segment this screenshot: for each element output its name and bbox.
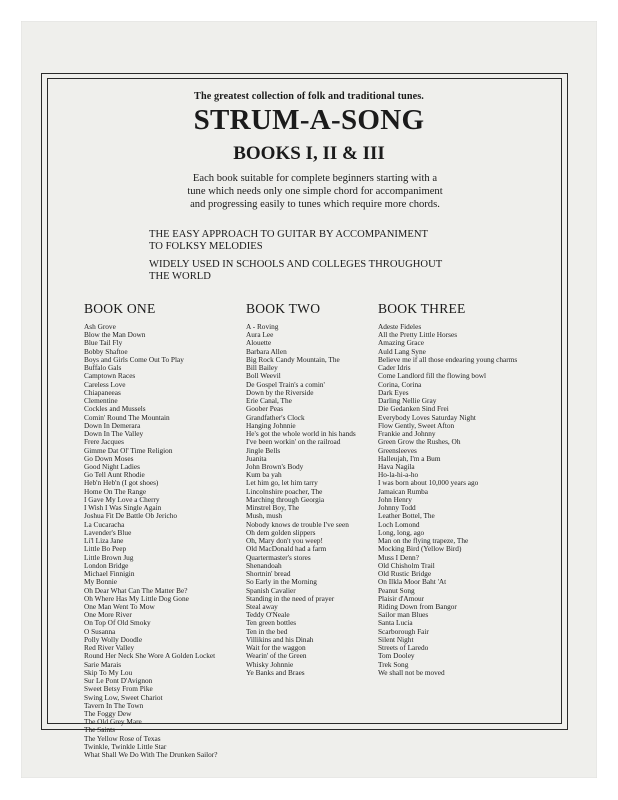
- song-list-item: Old Chisholm Trail: [378, 560, 435, 570]
- song-list-item: Teddy O'Neale: [246, 610, 290, 620]
- song-list-item: One More River: [84, 610, 132, 620]
- song-list-item: Old Rustic Bridge: [378, 569, 432, 579]
- song-list-item: I've been workin' on the railroad: [246, 437, 341, 447]
- song-list-item: On Top Of Old Smoky: [84, 618, 151, 628]
- song-list-item: Michael Finnigin: [84, 569, 135, 579]
- song-list: [246, 323, 356, 677]
- song-list-item: Round Her Neck She Wore A Golden Locket: [84, 651, 216, 661]
- song-list-item: Auld Lang Syne: [378, 346, 426, 356]
- song-list-item: The Old Grey Mare: [84, 717, 142, 727]
- song-list-item: Sarie Marais: [84, 659, 122, 669]
- song-list-item: Shortnin' bread: [246, 569, 291, 579]
- song-list-item: Oh, Mary don't you weep!: [246, 536, 323, 546]
- song-list-item: Mush, mush: [246, 511, 283, 521]
- song-list-item: Green Grow the Rushes, Oh: [378, 437, 461, 447]
- song-list-item: Tom Dooley: [378, 651, 415, 661]
- song-list-item: Comin' Round The Mountain: [84, 412, 170, 422]
- song-list-item: Home On The Range: [84, 486, 147, 496]
- song-list-item: Jingle Bells: [246, 445, 281, 455]
- song-list-item: Clementine: [84, 396, 118, 406]
- song-list-item: Oh Dear What Can The Matter Be?: [84, 585, 188, 595]
- song-list-item: Down In Demerara: [84, 420, 141, 430]
- song-list-item: Goober Peas: [246, 404, 284, 414]
- song-list-item: We shall not be moved: [378, 667, 445, 677]
- song-list-item: Swing Low, Sweet Chariot: [84, 692, 163, 702]
- song-list-item: Shenandoah: [246, 560, 282, 570]
- song-list-item: Wearin' of the Green: [246, 651, 307, 661]
- song-list-item: Lavender's Blue: [84, 527, 132, 537]
- song-list-item: Twinkle, Twinkle Little Star: [84, 741, 167, 751]
- song-list-item: Big Rock Candy Mountain, The: [246, 354, 340, 364]
- song-list-item: Joshua Fit De Battle Ob Jericho: [84, 511, 178, 521]
- song-list: [378, 323, 517, 677]
- song-list-item: Hava Nagila: [378, 461, 415, 471]
- song-list-item: Sweet Betsy From Pike: [84, 684, 153, 694]
- song-list-item: Plaisir d'Amour: [378, 593, 425, 603]
- claim-widely-used: [149, 259, 479, 282]
- song-list-item: The Saints: [84, 725, 116, 735]
- song-list-item: All the Pretty Little Horses: [378, 330, 458, 340]
- song-list-item: Tavern In The Town: [84, 700, 144, 710]
- song-list-item: Come Landlord fill the flowing bowl: [378, 371, 487, 381]
- song-list-item: Bill Bailey: [246, 363, 278, 373]
- song-list-item: De Gospel Train's a comin': [246, 379, 325, 389]
- song-list-item: Frankie and Johnny: [378, 429, 436, 439]
- song-list-item: Lincolnshire poacher, The: [246, 486, 323, 496]
- song-list-item: Heb'n Heb'n (I got shoes): [84, 478, 159, 488]
- song-list-item: Go Down Moses: [84, 453, 134, 463]
- song-list-item: The Yellow Rose of Texas: [84, 733, 161, 743]
- song-list-item: Everybody Loves Saturday Night: [378, 412, 476, 422]
- song-list-item: Red River Valley: [84, 643, 135, 653]
- song-list-item: Ye Banks and Braes: [246, 667, 305, 677]
- song-list-item: Erie Canal, The: [246, 396, 292, 406]
- description: [155, 172, 475, 212]
- song-list-item: One Man Went To Mow: [84, 601, 155, 611]
- song-list-item: Camptown Races: [84, 371, 136, 381]
- song-list-item: La Cucaracha: [84, 519, 125, 529]
- song-list-item: Ho-la-hi-a-ho: [378, 470, 419, 480]
- song-list-item: Skip To My Lou: [84, 667, 133, 677]
- song-list-item: Long, long, ago: [378, 527, 425, 537]
- song-list-item: Frere Jacques: [84, 437, 124, 447]
- song-list-item: Peanut Song: [378, 585, 415, 595]
- tagline: The greatest collection of folk and traditional tunes.: [194, 91, 424, 102]
- song-list-item: Little Bo Peep: [84, 544, 127, 554]
- song-list-item: Aura Lee: [246, 330, 274, 340]
- song-list-item: Juanita: [246, 453, 267, 463]
- song-list-item: Boll Weevil: [246, 371, 281, 381]
- song-list-item: Corina, Corina: [378, 379, 422, 389]
- song-list-item: Standing in the need of prayer: [246, 593, 335, 603]
- song-list-item: Marching through Georgia: [246, 494, 325, 504]
- song-list-item: Gimme Dat Ol' Time Religion: [84, 445, 173, 455]
- song-list-item: Halleujah, I'm a Bum: [378, 453, 441, 463]
- song-list-item: I Gave My Love a Cherry: [84, 494, 160, 504]
- song-list-item: Wait for the waggon: [246, 643, 306, 653]
- song-list-item: A - Roving: [246, 322, 279, 331]
- song-list-item: Flow Gently, Sweet Afton: [378, 420, 455, 430]
- song-list-item: Muss I Denn?: [378, 552, 419, 562]
- book-title: BOOK THREE: [378, 301, 466, 316]
- song-list-item: Cockles and Mussels: [84, 404, 146, 414]
- song-list-item: Old MacDonald had a farm: [246, 544, 327, 554]
- song-list-item: Grandfather's Clock: [246, 412, 305, 422]
- description-line: and progressing easily to tunes which require more chords.: [190, 199, 440, 211]
- song-list-item: My Bonnie: [84, 577, 118, 587]
- song-list-item: The Foggy Dew: [84, 709, 132, 719]
- song-list-item: Let him go, let him tarry: [246, 478, 318, 488]
- song-list-item: Silent Night: [378, 634, 414, 644]
- song-list-item: On Ilkla Moor Baht 'At: [378, 577, 447, 587]
- song-list-item: Alouette: [246, 338, 272, 348]
- song-list-item: What Shall We Do With The Drunken Sailor?: [84, 750, 218, 760]
- song-list-item: Nobody knows de trouble I've seen: [246, 519, 349, 529]
- song-list-item: Loch Lomond: [378, 519, 420, 529]
- song-list-item: Careless Love: [84, 379, 126, 389]
- book-three-column: [378, 301, 517, 677]
- song-list-item: Amazing Grace: [378, 338, 424, 348]
- song-list-item: Chiapaneeas: [84, 387, 121, 397]
- song-list-item: I Wish I Was Single Again: [84, 503, 162, 513]
- song-list-item: London Bridge: [84, 560, 129, 570]
- book-two-column: [246, 301, 356, 677]
- song-list-item: Leather Bottel, The: [378, 511, 435, 521]
- song-list-item: Ten green bottles: [246, 618, 297, 628]
- song-list-item: Polly Wolly Doodle: [84, 634, 143, 644]
- book-title: BOOK ONE: [84, 301, 156, 316]
- description-line: Each book suitable for complete beginners starting with a: [192, 173, 438, 184]
- song-list-item: Buffalo Gals: [84, 363, 122, 373]
- song-list-item: Sur Le Pont D'Avignon: [84, 676, 153, 686]
- song-list-item: Die Gedanken Sind Frei: [378, 404, 449, 414]
- song-list-item: So Early in the Morning: [246, 577, 317, 587]
- song-list-item: Kum ba yah: [246, 470, 282, 480]
- song-list-item: Little Brown Jug: [84, 552, 134, 562]
- song-list-item: Oh Where Has My Little Dog Gone: [84, 593, 189, 603]
- claim-line: TO FOLKSY MELODIES: [149, 240, 263, 252]
- song-list-item: Scarborough Fair: [378, 626, 429, 636]
- song-list-item: Go Tell Aunt Rhodie: [84, 470, 145, 480]
- song-list-item: Jamaican Rumba: [378, 486, 429, 496]
- song-list-item: John Brown's Body: [246, 461, 304, 471]
- song-list-item: O Susanna: [84, 626, 116, 636]
- song-list: [84, 323, 217, 759]
- book-one-column: [84, 301, 217, 759]
- book-title: BOOK TWO: [246, 301, 321, 316]
- song-list-item: Steal away: [246, 601, 278, 611]
- song-list-item: Barbara Allen: [246, 346, 287, 356]
- song-list-item: Trek Song: [378, 659, 409, 669]
- song-list-item: Quartermaster's stores: [246, 552, 311, 562]
- song-list-item: Mocking Bird (Yellow Bird): [378, 544, 462, 554]
- song-list-item: Whisky Johnnie: [246, 659, 294, 669]
- song-list-item: Cader Idris: [378, 363, 411, 373]
- claim-line: THE WORLD: [149, 270, 211, 282]
- song-list-item: Li'l Liza Jane: [84, 536, 124, 546]
- song-list-item: Darling Nellie Gray: [378, 396, 437, 406]
- song-list-item: Minstrel Boy, The: [246, 503, 300, 513]
- song-list-item: I was born about 10,000 years ago: [378, 478, 479, 488]
- song-list-item: Down by the Riverside: [246, 387, 314, 397]
- song-list-item: Villikins and his Dinah: [246, 634, 314, 644]
- song-list-item: Spanish Cavalier: [246, 585, 296, 595]
- page-subtitle: BOOKS I, II & III: [233, 143, 385, 164]
- description-line: tune which needs only one simple chord for accompaniment: [187, 186, 443, 198]
- song-list-item: Adeste Fideles: [378, 322, 422, 331]
- song-list-item: Down In The Valley: [84, 429, 144, 439]
- song-list-item: Streets of Laredo: [378, 643, 429, 653]
- song-list-item: Ten in the bed: [246, 626, 288, 636]
- song-list-item: Believe me if all those endearing young charms: [378, 354, 518, 364]
- song-list-item: Hanging Johnnie: [246, 420, 296, 430]
- claim-easy-approach: [149, 229, 479, 252]
- page-title: STRUM-A-SONG: [193, 104, 425, 136]
- song-list-item: John Henry: [378, 494, 412, 504]
- claim-line: THE EASY APPROACH TO GUITAR BY ACCOMPANIMENT: [149, 229, 428, 240]
- song-list-item: Sailor man Blues: [378, 610, 429, 620]
- song-list-item: Blow the Man Down: [84, 330, 146, 340]
- song-list-item: Ash Grove: [84, 322, 116, 331]
- song-list-item: He's got the whole world in his hands: [246, 429, 356, 439]
- song-list-item: Johnny Todd: [378, 503, 416, 513]
- song-list-item: Dark Eyes: [378, 387, 409, 397]
- song-list-item: Boys and Girls Come Out To Play: [84, 354, 184, 364]
- claim-line: WIDELY USED IN SCHOOLS AND COLLEGES THROUGHOUT: [149, 259, 443, 270]
- song-list-item: Good Night Ladies: [84, 461, 140, 471]
- song-list-item: Santa Lucia: [378, 618, 413, 628]
- song-list-item: Man on the flying trapeze, The: [378, 536, 469, 546]
- song-list-item: Blue Tail Fly: [84, 338, 123, 348]
- song-list-item: Greensleeves: [378, 445, 417, 455]
- song-list-item: Bobby Shaftoe: [84, 346, 128, 356]
- song-list-item: Riding Down from Bangor: [378, 601, 457, 611]
- song-list-item: Oh dem golden slippers: [246, 527, 316, 537]
